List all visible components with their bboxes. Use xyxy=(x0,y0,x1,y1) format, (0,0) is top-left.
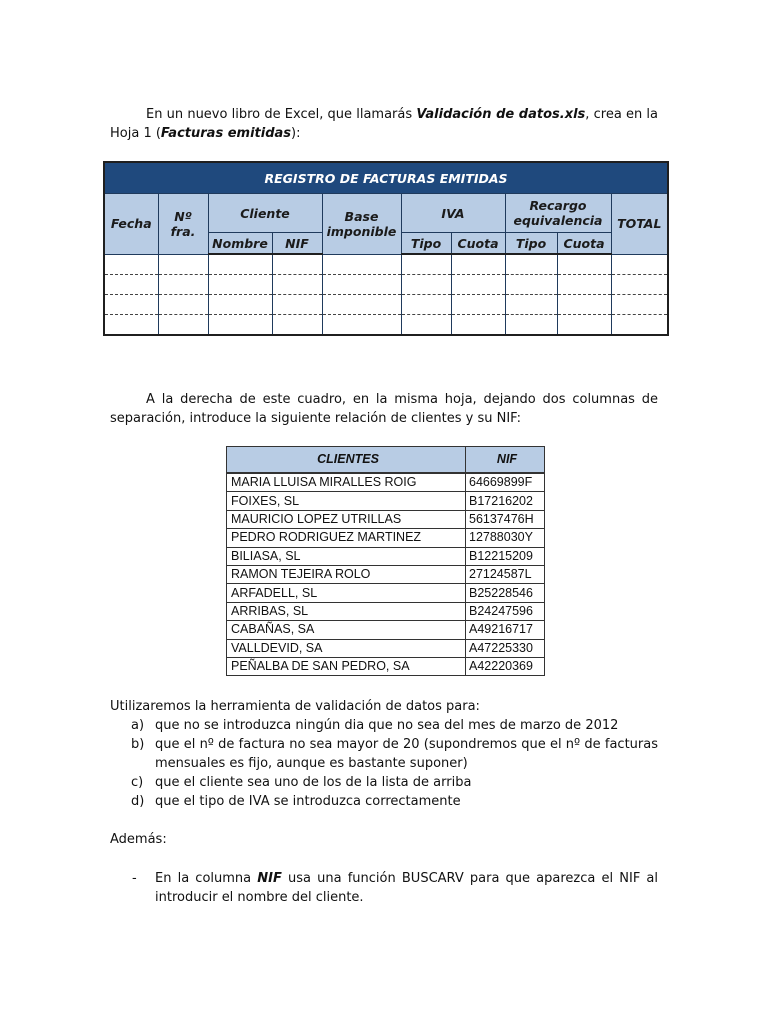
client-row xyxy=(227,657,545,675)
client-row xyxy=(227,510,545,528)
sub-recargo-tipo: Tipo xyxy=(505,233,557,255)
validation-item: que el tipo de IVA se introduzca correctamente xyxy=(155,794,461,809)
validation-lead: Utilizaremos la herramienta de validación de datos para: xyxy=(110,699,480,714)
intro-text-2: , crea en la Hoja 1 ( xyxy=(110,107,658,141)
bullet-text-2: usa una función BUSCARV para que aparezca el NIF al introducir el nombre del cliente. xyxy=(155,871,659,905)
client-name: VALLDEVID, SA xyxy=(227,639,466,657)
clients-header: CLIENTES xyxy=(227,447,466,474)
register-empty-row xyxy=(104,295,668,315)
register-empty-row xyxy=(104,254,668,275)
client-name: MARIA LLUISA MIRALLES ROIG xyxy=(227,473,466,492)
client-name: PEÑALBA DE SAN PEDRO, SA xyxy=(227,657,466,675)
register-empty-row xyxy=(104,275,668,295)
validation-item: que no se introduzca ningún dia que no sea del mes de marzo de 2012 xyxy=(155,718,619,733)
client-nif: B24247596 xyxy=(466,602,545,620)
client-row xyxy=(227,602,545,620)
register-title: REGISTRO DE FACTURAS EMITIDAS xyxy=(104,162,668,194)
client-name: ARRIBAS, SL xyxy=(227,602,466,620)
col-iva: IVA xyxy=(401,194,505,233)
client-nif: B25228546 xyxy=(466,584,545,602)
intro-text-1: En un nuevo libro de Excel, que llamarás xyxy=(146,107,417,122)
client-nif: B12215209 xyxy=(466,547,545,565)
clients-table xyxy=(226,446,545,676)
client-name: BILIASA, SL xyxy=(227,547,466,565)
bullet-text-1: En la columna xyxy=(155,871,258,886)
client-nif: 12788030Y xyxy=(466,529,545,547)
col-cliente: Cliente xyxy=(208,194,322,233)
intro-sheet-name: Facturas emitidas xyxy=(160,126,292,141)
client-row xyxy=(227,547,545,565)
client-name: RAMON TEJEIRA ROLO xyxy=(227,565,466,583)
list-marker: a) xyxy=(131,718,145,733)
client-row xyxy=(227,584,545,602)
col-recargo: Recargo equivalencia xyxy=(505,194,611,233)
nif-header: NIF xyxy=(466,447,545,474)
client-name: ARFADELL, SL xyxy=(227,584,466,602)
client-row xyxy=(227,529,545,547)
list-marker: d) xyxy=(131,794,145,809)
client-row xyxy=(227,621,545,639)
client-nif: B17216202 xyxy=(466,492,545,510)
client-nif: 64669899F xyxy=(466,473,545,492)
bullet-bold-nif: NIF xyxy=(257,871,282,886)
client-row xyxy=(227,565,545,583)
client-row xyxy=(227,492,545,510)
client-row xyxy=(227,473,545,492)
col-base-imponible: Base imponible xyxy=(322,194,401,255)
col-total: TOTAL xyxy=(611,194,668,255)
sub-nif: NIF xyxy=(272,233,322,255)
client-row xyxy=(227,639,545,657)
client-nif: A47225330 xyxy=(466,639,545,657)
sub-iva-cuota: Cuota xyxy=(451,233,505,255)
register-empty-row xyxy=(104,315,668,336)
invoice-register-table xyxy=(103,161,669,336)
client-name: CABAÑAS, SA xyxy=(227,621,466,639)
client-name: FOIXES, SL xyxy=(227,492,466,510)
bullet-marker: - xyxy=(132,871,137,886)
intro-text-3: ): xyxy=(291,126,301,141)
client-nif: 56137476H xyxy=(466,510,545,528)
client-name: PEDRO RODRIGUEZ MARTINEZ xyxy=(227,529,466,547)
sub-iva-tipo: Tipo xyxy=(401,233,451,255)
intro-paragraph xyxy=(110,105,658,143)
client-nif: A49216717 xyxy=(466,621,545,639)
list-marker: b) xyxy=(131,737,145,752)
client-nif: A42220369 xyxy=(466,657,545,675)
validation-item: que el nº de factura no sea mayor de 20 (supondremos que el nº de facturas mensuales es fijo, aunque es bastante suponer) xyxy=(155,737,658,771)
sub-nombre: Nombre xyxy=(208,233,272,255)
client-name: MAURICIO LOPEZ UTRILLAS xyxy=(227,510,466,528)
list-marker: c) xyxy=(131,775,144,790)
clients-intro-paragraph: A la derecha de este cuadro, en la misma hoja, dejando dos columnas de separación, introduce la siguiente relación de clientes y su NIF: xyxy=(110,392,658,426)
validation-item: que el cliente sea uno de los de la lista de arriba xyxy=(155,775,472,790)
ademas-heading: Además: xyxy=(110,832,167,847)
intro-filename: Validación de datos.xls xyxy=(416,107,586,122)
col-invoice-number: Nº fra. xyxy=(158,194,208,255)
client-nif: 27124587L xyxy=(466,565,545,583)
col-fecha: Fecha xyxy=(104,194,158,255)
sub-recargo-cuota: Cuota xyxy=(557,233,611,255)
bullet-item xyxy=(155,869,658,907)
